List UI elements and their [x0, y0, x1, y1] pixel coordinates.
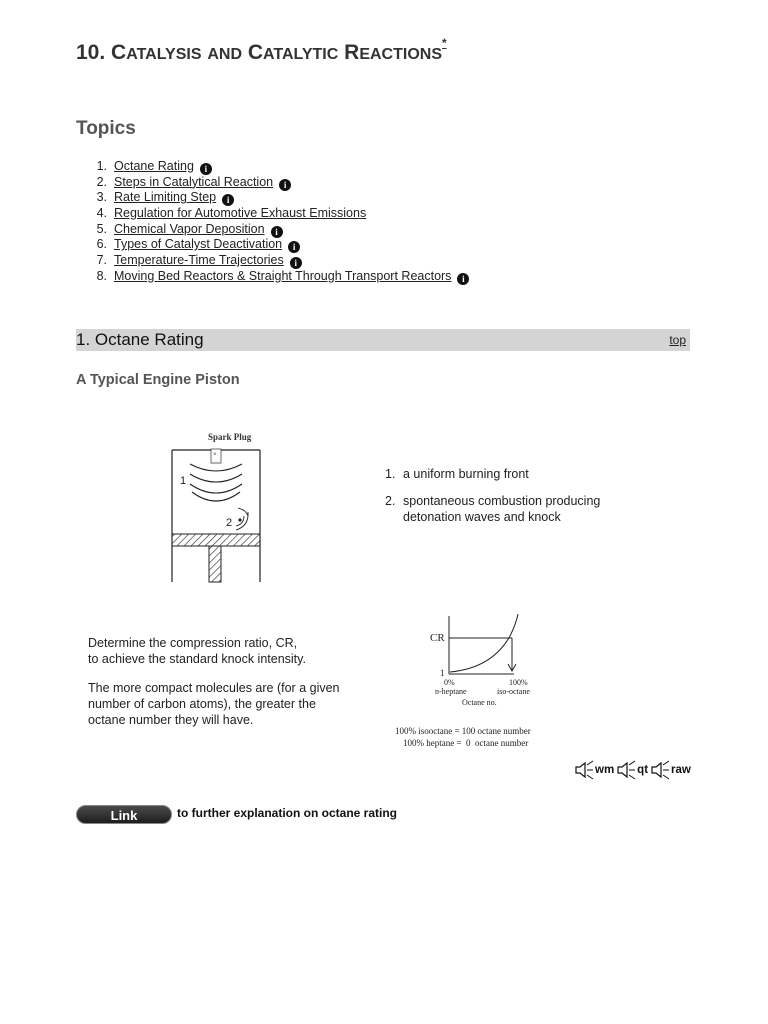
- iso-octane-label: iso-octane: [497, 687, 530, 696]
- desc1-line: Determine the compression ratio, CR,: [88, 636, 298, 650]
- info-icon[interactable]: i: [200, 163, 212, 175]
- event-number: 1.: [385, 467, 396, 481]
- label-one: 1: [180, 475, 187, 487]
- octane-axis-label: Octane no.: [462, 698, 497, 707]
- title-word-2: AND: [207, 46, 243, 63]
- piston-head: [172, 534, 260, 546]
- topic-number: 1.: [96, 159, 107, 173]
- page-title: [76, 36, 447, 65]
- audio-raw-link[interactable]: [650, 760, 693, 780]
- topic-link-trajectories[interactable]: Temperature-Time Trajectories: [114, 253, 284, 268]
- link-button[interactable]: Link: [76, 805, 172, 824]
- combustion-events-list: [385, 466, 633, 536]
- info-icon[interactable]: i: [271, 226, 283, 238]
- topic-link-steps[interactable]: Steps in Catalytical Reaction: [114, 174, 274, 189]
- flame-front-wave: [190, 464, 242, 471]
- cr-label: CR: [430, 632, 445, 644]
- topic-link-moving-bed[interactable]: Moving Bed Reactors & Straight Through Transport Reactors: [114, 268, 452, 283]
- audio-label: qt: [637, 764, 649, 776]
- top-link[interactable]: top: [669, 333, 686, 347]
- title-number: 10.: [76, 41, 106, 64]
- label-two: 2: [226, 517, 233, 529]
- octane-curve: [450, 614, 518, 672]
- piston-rod: [209, 546, 221, 582]
- title-word-3-rest: ATALYTIC: [263, 46, 339, 63]
- desc1-line: to achieve the standard knock intensity.: [88, 652, 306, 666]
- topic-item-cvd: [76, 222, 469, 238]
- audio-qt-link[interactable]: [616, 760, 650, 780]
- compression-ratio-text: [88, 635, 358, 667]
- info-icon[interactable]: i: [279, 179, 291, 191]
- topic-item-octane-rating: [76, 159, 469, 175]
- topic-number: 4.: [96, 206, 107, 221]
- topic-item-steps: [76, 175, 469, 191]
- isooctane-equation: 100% isooctane = 100 octane number: [395, 726, 531, 736]
- topic-number: 8.: [96, 268, 107, 283]
- spark-plug-label: Spark Plug: [208, 432, 252, 442]
- octane-curve-diagram: [392, 608, 592, 753]
- desc2-line: number of carbon atoms), the greater the: [88, 697, 316, 711]
- topic-number: 6.: [96, 237, 107, 252]
- spark-mark: ×: [213, 452, 217, 458]
- link-description: to further explanation on octane rating: [177, 806, 398, 820]
- info-icon[interactable]: i: [288, 241, 300, 253]
- event-text: a uniform burning front: [403, 467, 529, 481]
- topic-link-cvd[interactable]: Chemical Vapor Deposition: [114, 221, 265, 236]
- audio-label: raw: [671, 764, 691, 776]
- heptane-equation: 100% heptane = 0 octane number: [403, 738, 529, 748]
- topics-list: [76, 159, 469, 285]
- audio-wm-link[interactable]: [574, 760, 616, 780]
- compact-molecules-text: [88, 680, 358, 728]
- topic-number: 3.: [96, 190, 107, 205]
- title-word-4-rest: EACTIONS: [359, 46, 442, 63]
- zero-percent-label: 0%: [444, 678, 455, 687]
- hundred-percent-label: 100%: [509, 678, 528, 687]
- topic-item-trajectories: [76, 253, 469, 269]
- topic-link-deactivation[interactable]: Types of Catalyst Deactivation: [114, 237, 283, 252]
- info-icon[interactable]: i: [222, 194, 234, 206]
- speaker-icon: [650, 760, 670, 780]
- n-heptane-label: n-heptane: [435, 687, 467, 696]
- flame-front-wave: [190, 474, 242, 482]
- speaker-icon: [616, 760, 636, 780]
- info-icon[interactable]: i: [457, 273, 469, 285]
- topic-link-rate-limiting[interactable]: Rate Limiting Step: [114, 190, 217, 205]
- audio-label: wm: [595, 764, 615, 776]
- topic-link-octane-rating[interactable]: Octane Rating: [114, 159, 194, 173]
- event-text: spontaneous combustion producing detonation waves and knock: [403, 494, 601, 524]
- title-word-1-cap: C: [111, 41, 127, 64]
- desc2-line: The more compact molecules are (for a given: [88, 681, 340, 695]
- event-item: [385, 466, 633, 482]
- section-header-octane: [76, 329, 690, 351]
- desc2-line: octane number they will have.: [88, 713, 254, 727]
- one-label: 1: [440, 668, 445, 678]
- topic-item-regulation: [76, 206, 469, 222]
- speaker-icon: [574, 760, 594, 780]
- flame-front-wave: [190, 484, 242, 493]
- audio-links: [574, 760, 693, 780]
- event-item: [385, 493, 633, 525]
- event-number: 2.: [385, 494, 396, 508]
- title-word-1-rest: ATALYSIS: [126, 46, 202, 63]
- topic-item-deactivation: [76, 237, 469, 253]
- detonation-point: [238, 518, 241, 521]
- topic-number: 5.: [96, 221, 107, 236]
- topic-number: 2.: [96, 174, 107, 189]
- footnote-mark[interactable]: *: [441, 36, 447, 50]
- topic-item-rate-limiting: [76, 190, 469, 206]
- topics-heading: Topics: [76, 118, 136, 139]
- topic-number: 7.: [96, 253, 107, 268]
- topic-link-regulation[interactable]: Regulation for Automotive Exhaust Emissions: [114, 206, 367, 221]
- piston-subheading: A Typical Engine Piston: [76, 372, 240, 388]
- title-word-3-cap: C: [247, 41, 264, 64]
- engine-piston-diagram: [160, 428, 300, 588]
- topic-item-moving-bed: [76, 269, 469, 285]
- section-title: 1. Octane Rating: [76, 330, 204, 349]
- info-icon[interactable]: i: [290, 257, 302, 269]
- title-word-4-cap: R: [344, 41, 360, 64]
